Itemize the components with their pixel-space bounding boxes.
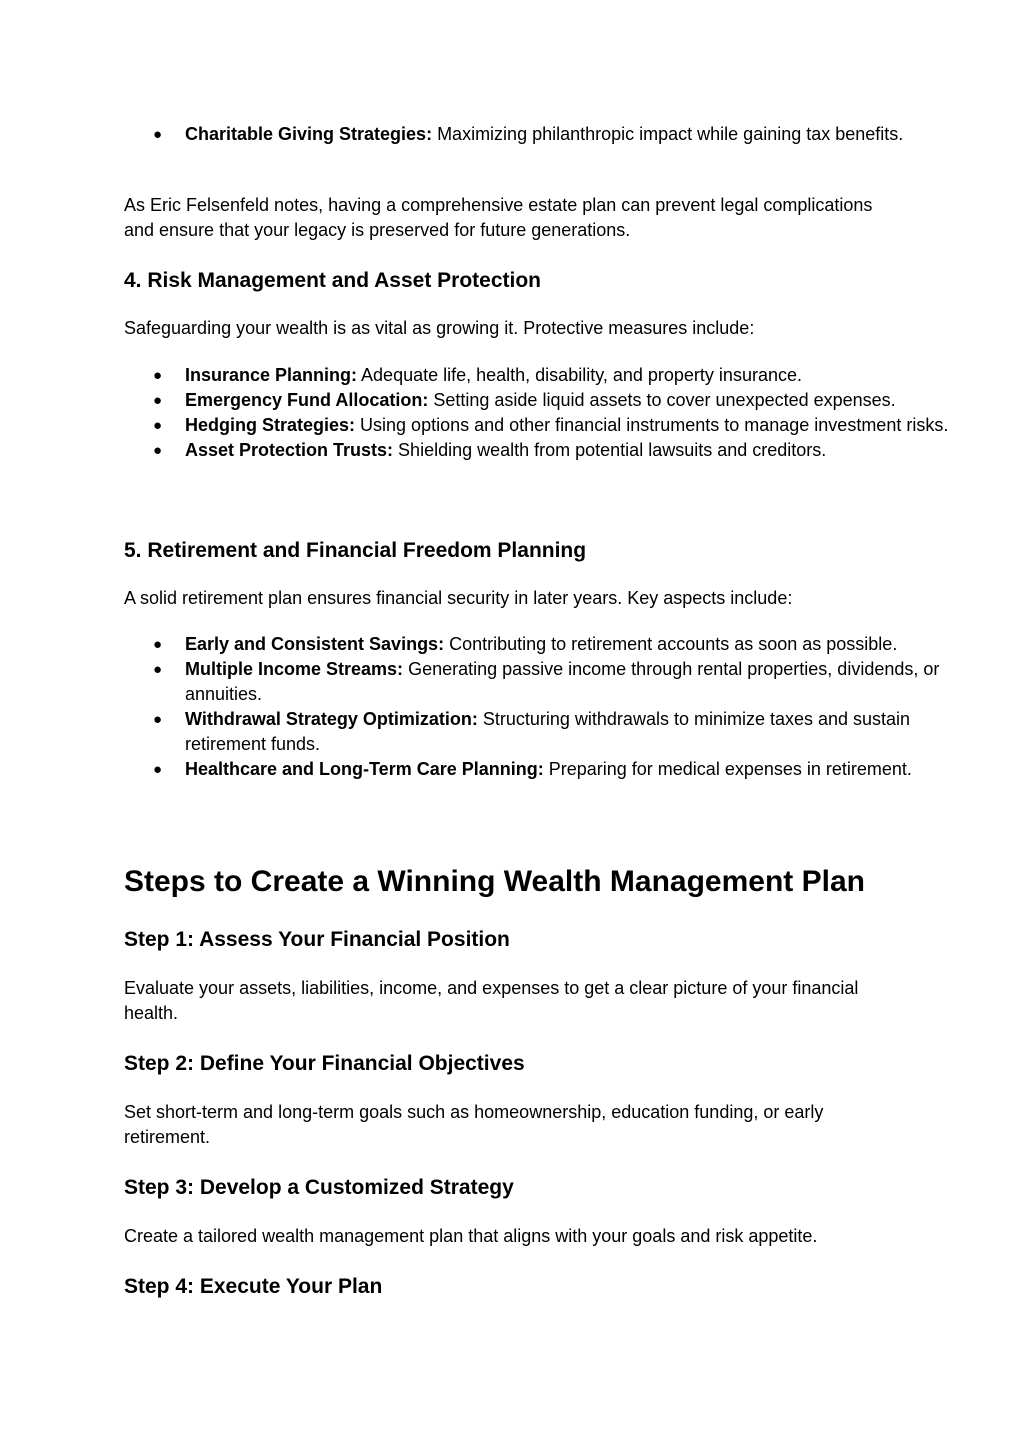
section-5-list	[124, 632, 965, 782]
list-item-term: Asset Protection Trusts:	[185, 440, 394, 460]
estate-paragraph: As Eric Felsenfeld notes, having a comprehensive estate plan can prevent legal complications and ensure that your legacy is preserved for future generations.	[124, 195, 873, 240]
step-2-text: Set short-term and long-term goals such as homeownership, education funding, or early retirement.	[124, 1102, 824, 1147]
bullet-icon: ●	[153, 392, 163, 409]
list-item	[153, 757, 965, 782]
steps-heading: Steps to Create a Winning Wealth Management Plan	[124, 865, 865, 898]
bullet-icon: ●	[153, 417, 163, 434]
list-item	[153, 122, 965, 147]
list-item	[153, 363, 965, 388]
list-item-term: Hedging Strategies:	[185, 415, 356, 435]
list-item-text: Maximizing philanthropic impact while gaining tax benefits.	[432, 124, 904, 144]
list-item-term: Early and Consistent Savings:	[185, 634, 445, 654]
list-item-term: Insurance Planning:	[185, 365, 358, 385]
bullet-icon: ●	[153, 367, 163, 384]
list-item-term: Multiple Income Streams:	[185, 659, 404, 679]
list-item	[153, 657, 965, 707]
step-2-heading: Step 2: Define Your Financial Objectives	[124, 1052, 525, 1075]
step-3-text: Create a tailored wealth management plan that aligns with your goals and risk appetite.	[124, 1226, 818, 1246]
list-item-text: Using options and other financial instruments to manage investment risks.	[355, 415, 949, 435]
list-item-text: Structuring withdrawals to minimize taxes and sustain retirement funds.	[185, 709, 911, 754]
section-4-heading: 4. Risk Management and Asset Protection	[124, 269, 541, 292]
step-4-heading: Step 4: Execute Your Plan	[124, 1275, 383, 1298]
section-5-intro: A solid retirement plan ensures financial security in later years. Key aspects include:	[124, 588, 793, 608]
list-item-text: Shielding wealth from potential lawsuits and creditors.	[393, 440, 827, 460]
list-item-text: Setting aside liquid assets to cover unexpected expenses.	[428, 390, 896, 410]
section-4-intro: Safeguarding your wealth is as vital as growing it. Protective measures include:	[124, 318, 755, 338]
list-item-term: Healthcare and Long-Term Care Planning:	[185, 759, 544, 779]
bullet-icon: ●	[153, 636, 163, 653]
list-item-text: Contributing to retirement accounts as soon as possible.	[444, 634, 898, 654]
step-1-text: Evaluate your assets, liabilities, income, and expenses to get a clear picture of your financial health.	[124, 978, 859, 1023]
bullet-icon: ●	[153, 711, 163, 728]
list-item-text: Adequate life, health, disability, and property insurance.	[357, 365, 802, 385]
list-item	[153, 438, 965, 463]
list-item-term: Withdrawal Strategy Optimization:	[185, 709, 478, 729]
bullet-icon: ●	[153, 442, 163, 459]
list-item	[153, 707, 965, 757]
bullet-icon: ●	[153, 126, 163, 143]
bullet-icon: ●	[153, 761, 163, 778]
list-item-term: Charitable Giving Strategies:	[185, 124, 433, 144]
section-5-heading: 5. Retirement and Financial Freedom Planning	[124, 539, 587, 562]
charitable-list	[124, 122, 965, 147]
list-item	[153, 413, 965, 438]
list-item	[153, 388, 965, 413]
list-item	[153, 632, 965, 657]
section-4-list	[124, 363, 965, 463]
step-1-heading: Step 1: Assess Your Financial Position	[124, 928, 510, 951]
bullet-icon: ●	[153, 661, 163, 678]
list-item-text: Generating passive income through rental properties, dividends, or annuities.	[185, 659, 940, 704]
list-item-text: Preparing for medical expenses in retirement.	[543, 759, 912, 779]
list-item-term: Emergency Fund Allocation:	[185, 390, 429, 410]
step-3-heading: Step 3: Develop a Customized Strategy	[124, 1176, 514, 1199]
